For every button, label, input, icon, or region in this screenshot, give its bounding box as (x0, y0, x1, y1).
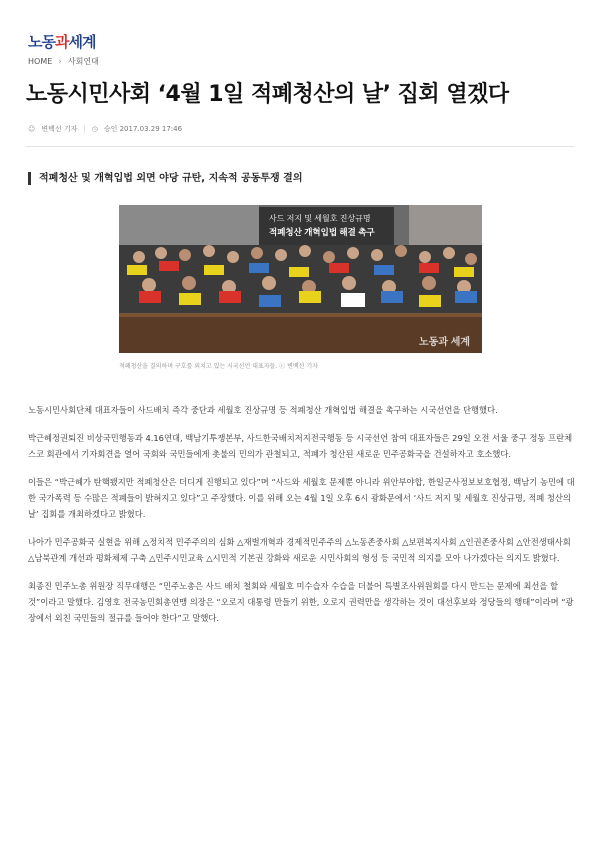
logo-part-2: 과 (54, 32, 69, 51)
site-logo[interactable] (28, 30, 95, 52)
article-subtitle: 적폐청산 및 개혁입법 외면 야당 규탄, 지속적 공동투쟁 결의 (28, 172, 303, 185)
body-paragraph: 이들은 “박근혜가 탄핵됐지만 적폐청산은 더디게 진행되고 있다”며 “사드와 세월호 문제뿐 아니라 위안부야합, 한일군사정보보호협정, 백남기 농민에 대한 국가폭력 등 수많은 적폐들이 밝혀지고 있다”고 주장했다. 이를 위해 오는 4월 1일 오후 6시 광화문에서 ‘사드 저지 및 세월호 진상규명, 적폐 청산의 날’ 집회를 개최하겠다고 밝혔다. (28, 477, 575, 519)
breadcrumb-home[interactable]: HOME (28, 57, 53, 66)
banner-line-1: 사드 저지 및 세월호 진상규명 (269, 214, 371, 223)
body-paragraph: 박근혜정권퇴진 비상국민행동과 4.16연대, 백남기투쟁본부, 사드한국배치저지전국행동 등 시국선언 참여 대표자들은 29일 오전 서울 중구 정동 프란체스코 회관에서 기자회견을 열어 국회와 국민들에게 촛불의 민의가 관철되고, 적폐가 청산된 새로운 민주공화국을 건설하자고 호소했다. (28, 433, 573, 459)
chevron-right-icon: › (58, 56, 62, 67)
article-meta (28, 124, 182, 134)
publish-date: 승인 2017.03.29 17:46 (103, 125, 183, 133)
article-title: 노동시민사회 ‘4월 1일 적폐청산의 날’ 집회 열겠다 (26, 82, 509, 107)
breadcrumb (28, 56, 99, 67)
site-logo-text (28, 31, 95, 52)
photo-watermark: 노동과 세계 (419, 337, 471, 348)
body-paragraph: 노동시민사회단체 대표자들이 사드배치 즉각 중단과 세월호 진상규명 등 적폐청산 개혁입법 해결을 촉구하는 시국선언을 단행했다. (28, 405, 498, 415)
author-name[interactable]: 변백선 기자 (41, 125, 78, 133)
body-paragraph: 최종진 민주노총 위원장 직무대행은 “민주노총은 사드 배치 철회와 세월호 미수습자 수습을 더불어 특별조사위원회를 다시 만드는 문제에 최선을 할 것”이라고 말했다. 김영호 전국농민회총연맹 의장은 “오로지 대통령 만들기 위한, 오로지 권력만을 생각하는 것이 대선후보와 정당들의 행태”이라며 “광장에서 외친 국민들의 절규를 들어야 한다”고 말했다. (28, 581, 574, 623)
photo-caption: 적폐청산을 결의하며 구호를 외치고 있는 시국선언 대표자들. ⓒ 변백선 기자 (119, 363, 318, 370)
logo-part-1: 노동 (28, 32, 55, 51)
meta-divider: | (83, 125, 86, 133)
banner-line-2: 적폐청산 개혁입법 해결 촉구 (269, 227, 375, 237)
body-paragraph: 나아가 민주공화국 실현을 위해 △정치적 민주주의의 심화 △재벌개혁과 경제적민주주의 △노동존중사회 △보편복지사회 △인권존중사회 △안전생태사회 △남북관계 개선과 평화체제 구축 △민주시민교육 △시민적 기본권 강화와 새로운 시민사회의 형성 등 국민적 의지를 모아 나가겠다는 의지도 밝혔다. (28, 537, 571, 563)
breadcrumb-section[interactable]: 사회연대 (67, 57, 99, 66)
header-divider (26, 146, 574, 147)
clock-icon: ◷ (91, 125, 98, 133)
article-photo[interactable] (119, 205, 482, 353)
logo-part-3: 세계 (68, 32, 96, 51)
person-icon: ☺ (28, 125, 36, 133)
article-body (28, 402, 576, 638)
